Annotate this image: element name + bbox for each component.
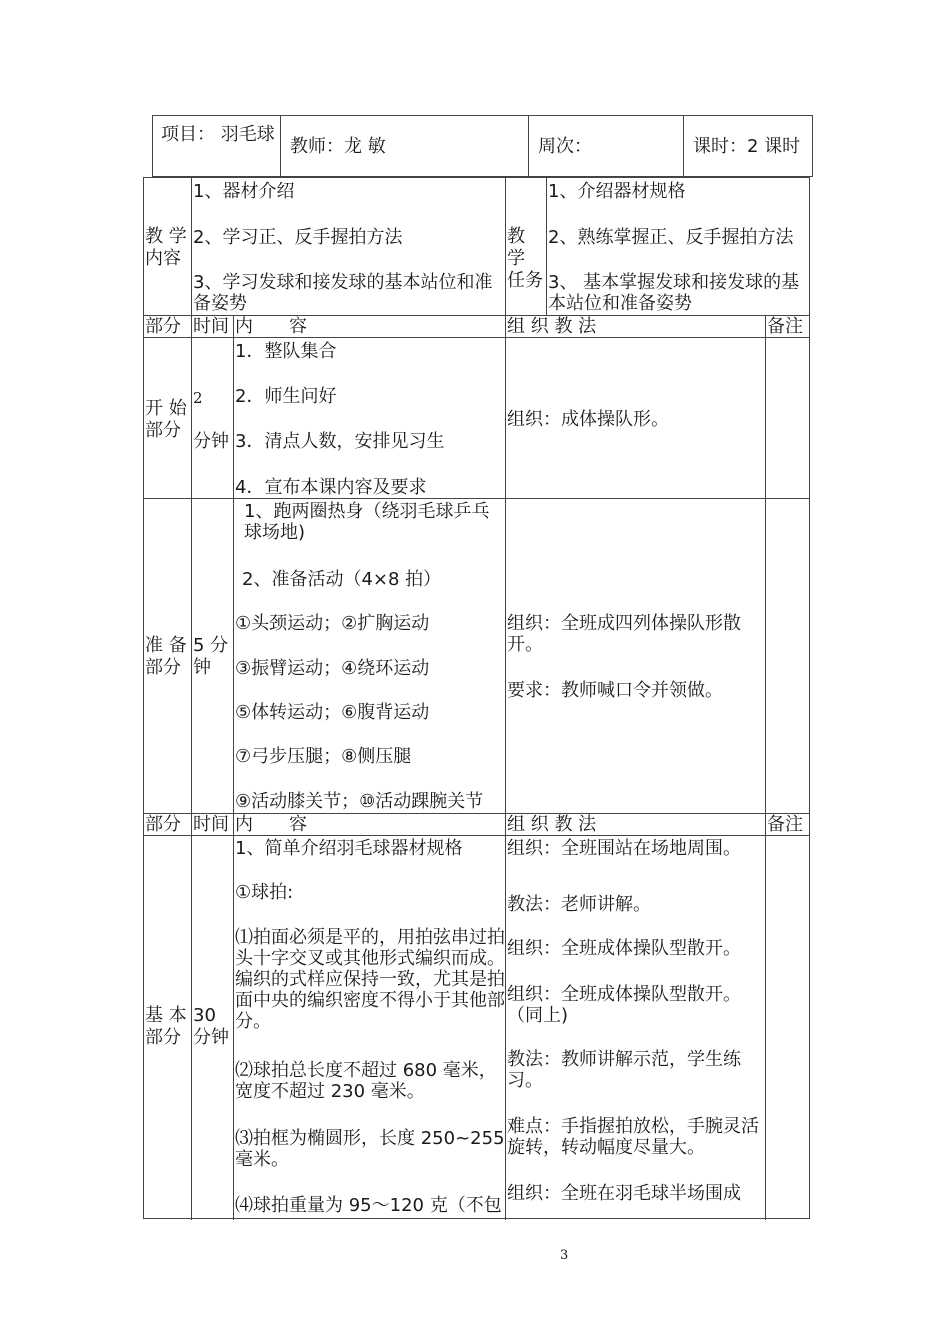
col-header-time: 时间 — [193, 814, 229, 835]
start-item: 4．宣布本课内容及要求 — [235, 477, 427, 498]
prep-time: 5 分钟 — [193, 635, 229, 678]
teacher-cell — [281, 116, 529, 176]
prep-item: ①头颈运动；②扩胸运动 — [235, 613, 430, 634]
basic-part-label: 基 本 部分 — [145, 1005, 187, 1048]
col-header-method: 组 织 教 法 — [507, 814, 597, 835]
basic-item: ①球拍: — [235, 882, 294, 903]
prep-item: 2、准备活动（4×8 拍） — [242, 569, 442, 590]
basic-item: 1、简单介绍羽毛球器材规格 — [235, 838, 463, 859]
task-item: 2、熟练掌握正、反手握拍方法 — [548, 227, 794, 248]
start-time-value: 2 — [193, 389, 203, 407]
prep-item: ③振臂运动；④绕环运动 — [235, 658, 430, 679]
prep-item: ⑤体转运动；⑥腹背运动 — [235, 702, 430, 723]
content-label: 教 学 内容 — [145, 226, 187, 269]
start-item: 2．师生问好 — [235, 386, 337, 407]
prep-item: ⑦弓步压腿；⑧侧压腿 — [235, 746, 412, 767]
lesson-plan-table — [143, 177, 810, 1219]
col-header-part: 部分 — [145, 316, 181, 337]
basic-item: ⑶拍框为椭圆形，长度 250~255 毫米。 — [235, 1128, 505, 1170]
start-item: 1．整队集合 — [235, 341, 337, 362]
basic-method: 教法：老师讲解。 — [507, 894, 651, 915]
lesson-header — [152, 115, 813, 177]
start-item: 3．清点人数，安排见习生 — [235, 431, 445, 452]
col-header-note: 备注 — [767, 814, 803, 835]
content-item: 1、器材介绍 — [193, 181, 295, 202]
content-item: 3、学习发球和接发球的基本站位和准备姿势 — [193, 272, 493, 314]
week-label: 周次： — [538, 136, 592, 157]
task-item: 3、 基本掌握发球和接发球的基本站位和准备姿势 — [548, 272, 800, 314]
basic-item: ⑴拍面必须是平的，用拍弦串过拍头十字交叉或其他形式编织而成。编织的式样应保持一致，尤其是拍面中央的编织密度不得小于其他部分。 — [235, 927, 505, 1032]
basic-item: ⑵球拍总长度不超过 680 毫米，宽度不超过 230 毫米。 — [235, 1060, 497, 1102]
col-header-part: 部分 — [145, 814, 181, 835]
col-divider — [233, 315, 234, 1220]
basic-method: 组织：全班成体操队型散开。（同上) — [507, 984, 741, 1026]
start-time-unit: 分钟 — [193, 431, 229, 452]
hours-label: 课时：2 课时 — [693, 136, 801, 157]
col-header-method: 组 织 教 法 — [507, 316, 597, 337]
teacher-label: 教师：龙 敏 — [290, 136, 386, 157]
col-divider — [765, 315, 766, 1220]
basic-method: 难点：手指握拍放松，手腕灵活旋转，转动幅度尽量大。 — [507, 1116, 759, 1158]
col-divider — [191, 315, 192, 1220]
basic-item: ⑷球拍重量为 95～120 克（不包 — [235, 1195, 502, 1216]
col-header-content: 内 容 — [235, 814, 307, 835]
week-cell — [529, 116, 684, 176]
prep-item: ⑨活动膝关节；⑩活动踝腕关节 — [235, 791, 484, 812]
content-item: 2、学习正、反手握拍方法 — [193, 227, 403, 248]
prep-item: 1、跑两圈热身（绕羽毛球乒乓球场地) — [244, 501, 490, 543]
project-cell — [153, 116, 281, 176]
basic-method: 教法：教师讲解示范，学生练习。 — [507, 1049, 741, 1091]
start-method: 组织：成体操队形。 — [507, 409, 669, 430]
col-header-time: 时间 — [193, 316, 229, 337]
basic-method: 组织：全班围站在场地周围。 — [507, 838, 741, 859]
basic-method: 组织：全班成体操队型散开。 — [507, 938, 741, 959]
start-part-label: 开 始 部分 — [145, 398, 187, 441]
col-header-note: 备注 — [767, 316, 803, 337]
basic-time: 30 分钟 — [193, 1005, 229, 1048]
page-number: 3 — [560, 1248, 569, 1263]
task-item: 1、介绍器材规格 — [548, 181, 686, 202]
hours-cell — [684, 116, 812, 176]
basic-method: 组织：全班在羽毛球半场围成 — [507, 1183, 741, 1204]
tasks-label: 教 学 任务 — [507, 226, 543, 291]
project-label: 项目： 羽毛球 — [161, 124, 275, 145]
col-header-content: 内 容 — [235, 316, 307, 337]
prep-part-label: 准 备 部分 — [145, 635, 187, 678]
prep-method: 要求：教师喊口令并领做。 — [507, 680, 723, 701]
col-divider — [505, 315, 506, 1220]
prep-method: 组织：全班成四列体操队形散开。 — [507, 613, 741, 655]
